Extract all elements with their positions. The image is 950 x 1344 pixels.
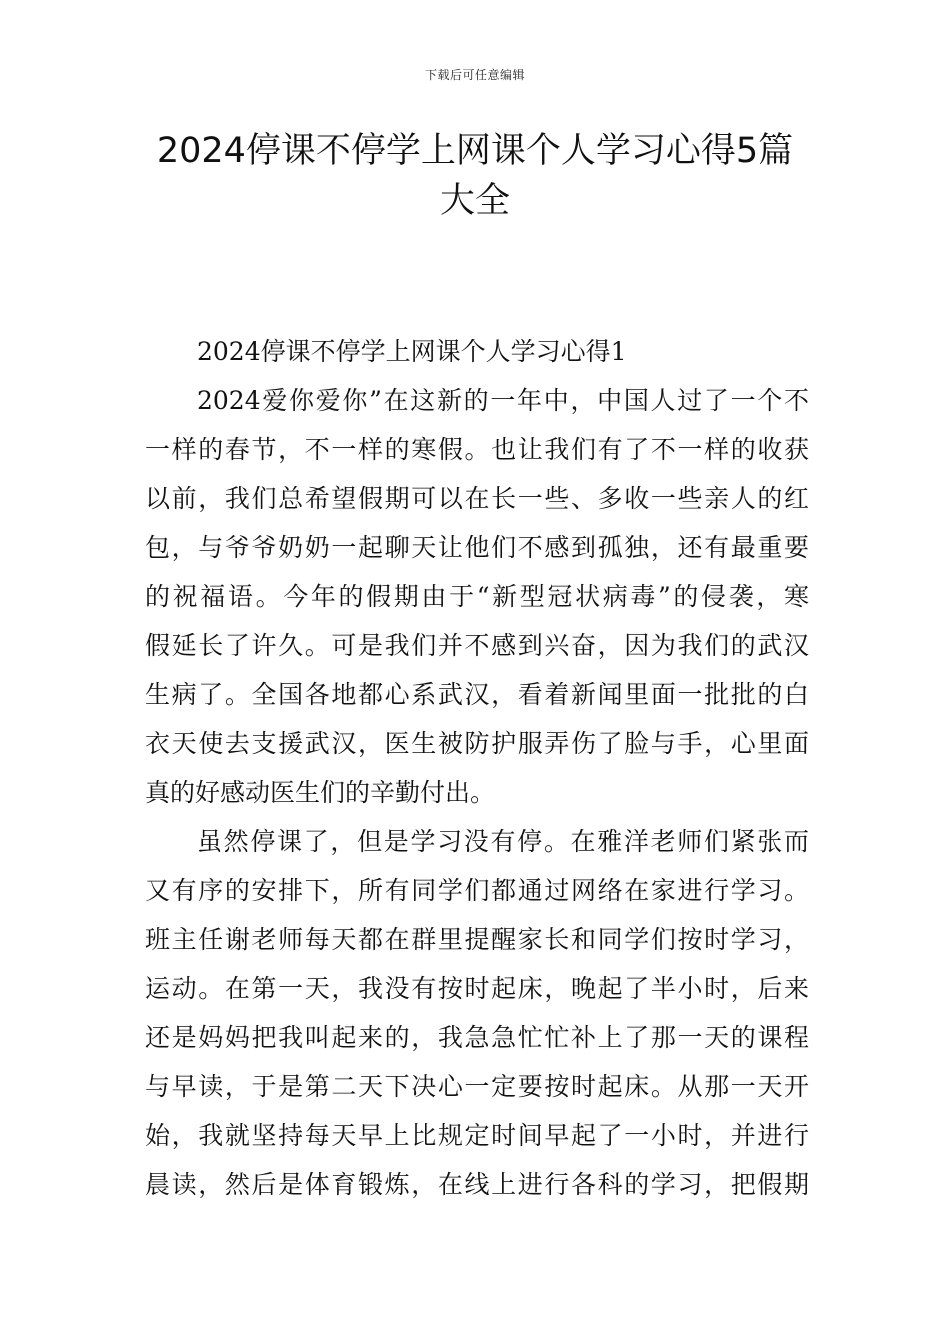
header-note: 下载后可任意编辑 xyxy=(424,68,525,82)
paragraph-2 xyxy=(145,820,809,1212)
paragraph-line: 晨读，然后是体育锻炼，在线上进行各科的学习，把假期 xyxy=(145,1170,809,1199)
paragraph-line: 运动。在第一天，我没有按时起床，晚起了半小时，后来 xyxy=(145,974,809,1003)
paragraph-line: 与早读，于是第二天下决心一定要按时起床。从那一天开 xyxy=(145,1072,809,1101)
paragraph-line: 包，与爷爷奶奶一起聊天让他们不感到孤独，还有最重要 xyxy=(145,533,809,562)
paragraph-1 xyxy=(145,379,809,820)
paragraph-line: 衣天使去支援武汉，医生被防护服弄伤了脸与手，心里面 xyxy=(145,729,809,758)
paragraph-line: 始，我就坚持每天早上比规定时间早起了一小时，并进行 xyxy=(145,1121,809,1150)
paragraph-line: 真的好感动医生们的辛勤付出。 xyxy=(145,778,496,807)
title-line-1: 2024停课不停学上网课个人学习心得5篇 xyxy=(156,131,794,171)
paragraph-line: 还是妈妈把我叫起来的，我急急忙忙补上了那一天的课程 xyxy=(145,1023,809,1052)
paragraph-line: 又有序的安排下，所有同学们都通过网络在家进行学习。 xyxy=(145,876,809,905)
paragraph-line: 生病了。全国各地都心系武汉，看着新闻里面一批批的白 xyxy=(145,680,809,709)
paragraph-line: 班主任谢老师每天都在群里提醒家长和同学们按时学习， xyxy=(145,925,809,954)
paragraph-line: 2024爱你爱你”在这新的一年中，中国人过了一个不 xyxy=(197,386,809,415)
section-heading: 2024停课不停学上网课个人学习心得1 xyxy=(197,337,627,366)
paragraph-line: 的祝福语。今年的假期由于“新型冠状病毒”的侵袭，寒 xyxy=(145,582,809,611)
document-body xyxy=(145,330,809,1212)
paragraph-line: 一样的春节，不一样的寒假。也让我们有了不一样的收获 xyxy=(145,435,809,464)
paragraph-line: 以前，我们总希望假期可以在长一些、多收一些亲人的红 xyxy=(145,484,809,513)
title-line-2: 大全 xyxy=(439,181,510,221)
paragraph-line: 虽然停课了，但是学习没有停。在雅洋老师们紧张而 xyxy=(197,827,809,856)
paragraph-line: 假延长了许久。可是我们并不感到兴奋，因为我们的武汉 xyxy=(145,631,809,660)
document-title xyxy=(140,126,810,226)
